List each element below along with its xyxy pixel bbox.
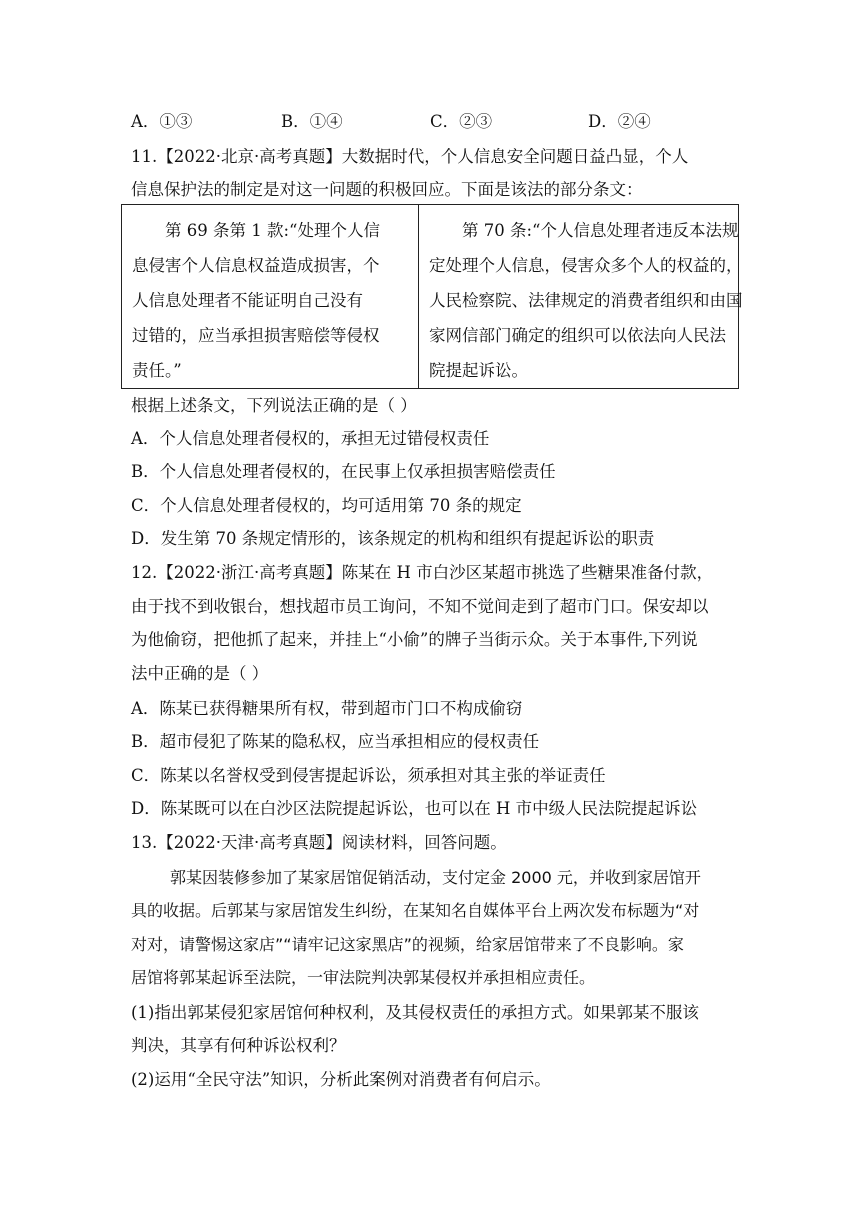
q12-stem-line-2: 由于找不到收银台，想找超市员工询问，不知不觉间走到了超市门口。保安却以 <box>131 597 709 616</box>
q11-prompt: 根据上述条文，下列说法正确的是（ ） <box>131 396 417 415</box>
q13-question-1-line-2: 判决，其享有何种诉讼权利？ <box>131 1036 346 1055</box>
q13-stem: 13.【2022·天津·高考真题】阅读材料，回答问题。 <box>131 833 507 852</box>
q10-option-a: A．①③ <box>131 112 193 131</box>
q11-article-69-line: 责任。” <box>132 361 182 380</box>
q11-article-70-line: 定处理个人信息，侵害众多个人的权益的， <box>429 256 743 275</box>
q13-question-1-line-1: (1)指出郭某侵犯家居馆何种权利，及其侵权责任的承担方式。如果郭某不服该 <box>131 1003 699 1022</box>
q12-option-b: B．超市侵犯了陈某的隐私权，应当承担相应的侵权责任 <box>131 732 540 751</box>
q13-material-line-2: 具的收据。后郭某与家居馆发生纠纷，在某知名自媒体平台上两次发布标题为“对 <box>131 901 700 920</box>
q12-option-c: C．陈某以名誉权受到侵害提起诉讼，须承担对其主张的举证责任 <box>131 766 606 785</box>
q11-article-70-line: 院提起诉讼。 <box>429 361 528 380</box>
q12-stem-line-3: 为他偷窃，把他抓了起来，并挂上“小偷”的牌子当街示众。关于本事件,下列说 <box>131 630 698 649</box>
q12-stem-line-1: 12.【2022·浙江·高考真题】陈某在 H 市白沙区某超市挑选了些糖果准备付款， <box>131 563 714 582</box>
q12-option-a: A．陈某已获得糖果所有权，带到超市门口不构成偷窃 <box>131 699 523 718</box>
q10-option-c: C．②③ <box>430 112 493 131</box>
q13-material-line-3: 对对，请警惕这家店”“请牢记这家黑店”的视频，给家居馆带来了不良影响。家 <box>131 935 684 954</box>
q10-option-d: D．②④ <box>588 112 651 131</box>
q11-law-table <box>121 204 743 389</box>
q11-article-69-line: 第 69 条第 1 款:“处理个人信 <box>165 221 380 240</box>
q11-article-70-cell <box>419 205 743 389</box>
q11-article-70-line: 第 70 条:“个人信息处理者违反本法规 <box>462 221 739 240</box>
q12-stem-line-4: 法中正确的是（ ） <box>131 664 269 683</box>
q11-article-69-line: 息侵害个人信息权益造成损害，个 <box>132 256 380 275</box>
q11-option-c: C．个人信息处理者侵权的，均可适用第 70 条的规定 <box>131 496 522 515</box>
q11-article-69-line: 过错的，应当承担损害赔偿等侵权 <box>132 326 380 345</box>
q10-option-b: B．①④ <box>281 112 343 131</box>
q11-stem-line-2: 信息保护法的制定是对这一问题的积极回应。下面是该法的部分条文： <box>131 180 643 199</box>
q13-material-line-4: 居馆将郭某起诉至法院，一审法院判决郭某侵权并承担相应责任。 <box>131 968 596 987</box>
q11-article-70-line: 家网信部门确定的组织可以依法向人民法 <box>429 326 726 345</box>
q11-article-70-line: 人民检察院、法律规定的消费者组织和由国 <box>429 291 743 310</box>
q12-option-d: D．陈某既可以在白沙区法院提起诉讼，也可以在 H 市中级人民法院提起诉讼 <box>131 799 698 818</box>
q10-options <box>131 110 751 134</box>
q11-option-b: B．个人信息处理者侵权的，在民事上仅承担损害赔偿责任 <box>131 462 556 481</box>
q11-article-69-line: 人信息处理者不能证明自己没有 <box>132 291 363 310</box>
q11-option-d: D．发生第 70 条规定情形的，该条规定的机构和组织有提起诉讼的职责 <box>131 529 655 548</box>
q11-stem-line-1: 11.【2022·北京·高考真题】大数据时代，个人信息安全问题日益凸显，个人 <box>131 147 689 166</box>
q13-material-line-1: 郭某因装修参加了某家居馆促销活动，支付定金 2000 元，并收到家居馆开 <box>170 868 701 887</box>
q13-question-2: (2)运用“全民守法”知识，分析此案例对消费者有何启示。 <box>131 1070 551 1089</box>
q11-option-a: A．个人信息处理者侵权的，承担无过错侵权责任 <box>131 429 490 448</box>
q11-article-69-cell <box>122 205 419 389</box>
